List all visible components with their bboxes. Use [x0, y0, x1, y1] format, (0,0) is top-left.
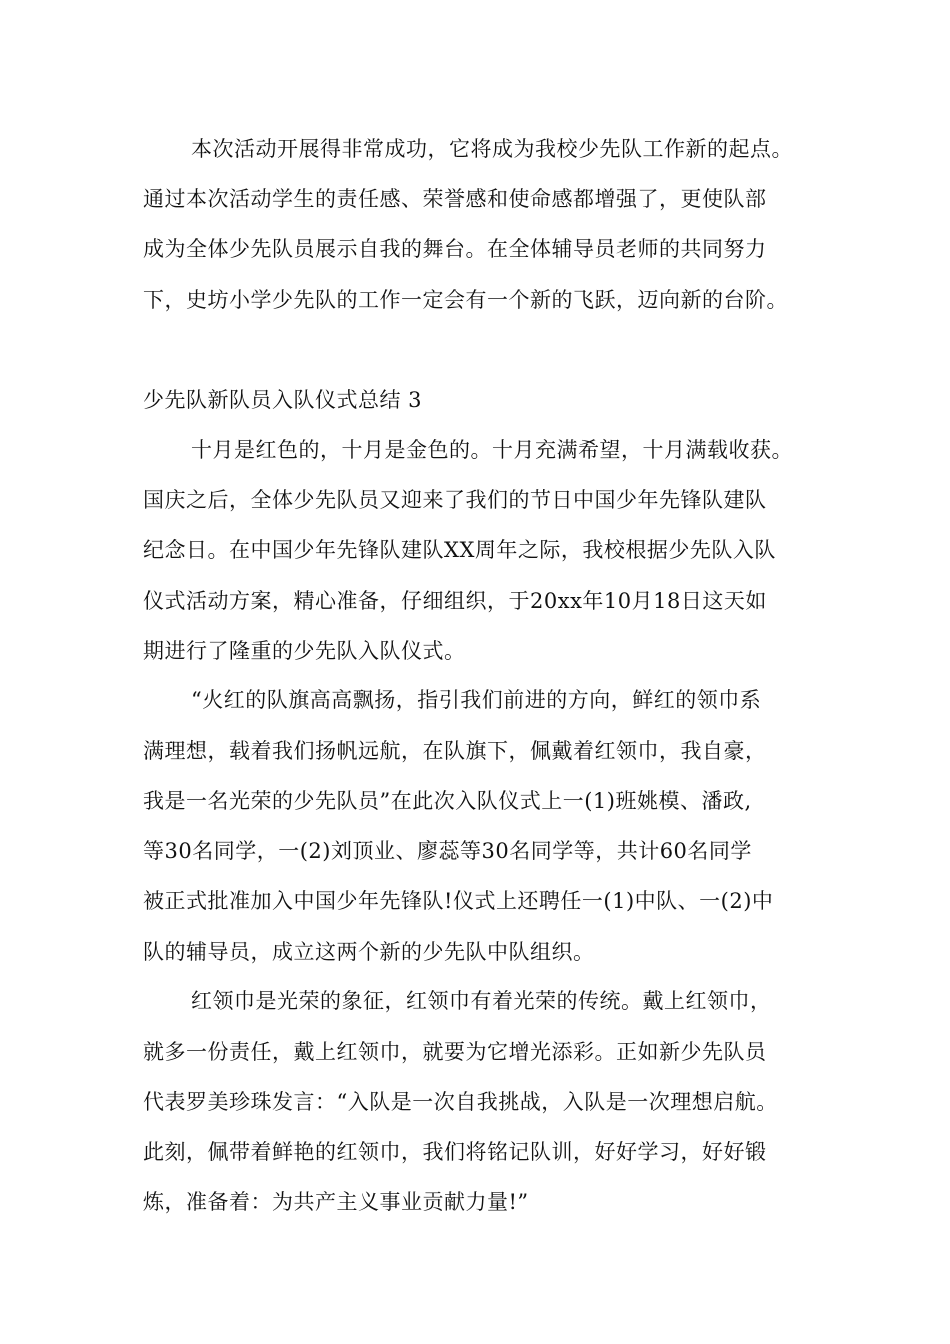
paragraph-4-line-4: 此刻，佩带着鲜艳的红领巾，我们将铭记队训，好好学习，好好锻: [143, 1140, 767, 1164]
paragraph-1-line-4: 下，史坊小学少先队的工作一定会有一个新的飞跃，迈向新的台阶。: [143, 288, 788, 312]
paragraph-4-line-5: 炼，准备着：为共产主义事业贡献力量!”: [143, 1190, 529, 1214]
section-heading: 少先队新队员入队仪式总结 3: [143, 388, 423, 412]
paragraph-4-line-2: 就多一份责任，戴上红领巾，就要为它增光添彩。正如新少先队员: [143, 1040, 767, 1064]
paragraph-3-line-4: 等30名同学，一(2)刘顶业、廖蕊等30名同学等，共计60名同学: [143, 839, 752, 863]
paragraph-1-line-2: 通过本次活动学生的责任感、荣誉感和使命感都增强了，更使队部: [143, 187, 767, 211]
paragraph-2-line-2: 国庆之后，全体少先队员又迎来了我们的节日中国少年先锋队建队: [143, 488, 767, 512]
paragraph-2-line-1: 十月是红色的，十月是金色的。十月充满希望，十月满载收获。: [191, 438, 793, 462]
paragraph-2-line-3: 纪念日。在中国少年先锋队建队XX周年之际，我校根据少先队入队: [143, 538, 776, 562]
paragraph-3-line-2: 满理想，载着我们扬帆远航，在队旗下，佩戴着红领巾，我自豪，: [143, 739, 767, 763]
paragraph-4-line-3: 代表罗美珍珠发言：“入队是一次自我挑战，入队是一次理想启航。: [143, 1090, 778, 1114]
paragraph-2-line-4: 仪式活动方案，精心准备，仔细组织，于20xx年10月18日这天如: [143, 589, 767, 613]
paragraph-4-line-1: 红领巾是光荣的象征，红领巾有着光荣的传统。戴上红领巾，: [191, 989, 772, 1013]
paragraph-3-line-6: 队的辅导员，成立这两个新的少先队中队组织。: [143, 940, 595, 964]
paragraph-3-line-1: “火红的队旗高高飘扬，指引我们前进的方向，鲜红的领巾系: [191, 688, 762, 712]
paragraph-2-line-5: 期进行了隆重的少先队入队仪式。: [143, 639, 466, 663]
paragraph-1-line-1: 本次活动开展得非常成功，它将成为我校少先队工作新的起点。: [191, 137, 793, 161]
paragraph-3-line-3: 我是一名光荣的少先队员”在此次入队仪式上一(1)班姚模、潘政,: [143, 789, 752, 813]
paragraph-3-line-5: 被正式批准加入中国少年先锋队!仪式上还聘任一(1)中队、一(2)中: [143, 889, 774, 913]
paragraph-1-line-3: 成为全体少先队员展示自我的舞台。在全体辅导员老师的共同努力: [143, 237, 767, 261]
